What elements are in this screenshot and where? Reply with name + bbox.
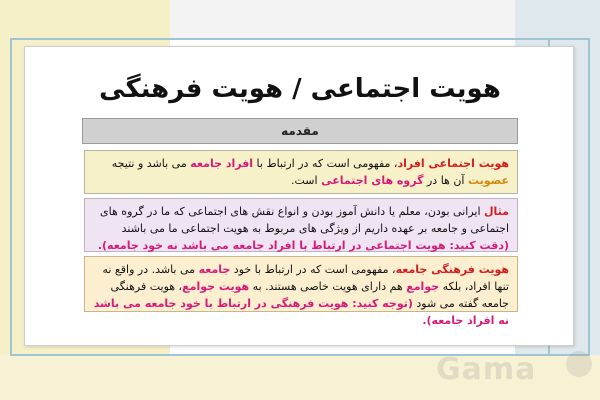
- text-segment: است.: [291, 174, 322, 187]
- background-top-strip: [170, 0, 515, 40]
- text-segment: ، مفهومی است که در ارتباط با: [253, 157, 398, 170]
- term-cultural-identity: هویت فرهنگی جامعه: [395, 263, 509, 276]
- text-segment: ، مفهومی است که در ارتباط با خود: [230, 263, 396, 276]
- text-segment: می باشد. در واقع نه تنها افراد، بلکه: [102, 263, 509, 293]
- section-heading: مقدمه: [82, 118, 518, 144]
- highlight-text: افراد جامعه: [190, 157, 254, 170]
- text-segment: می باشد و نتیجه: [111, 157, 191, 170]
- text-segment: ایرانی بودن، معلم یا دانش آموز بودن و انواع نقش های اجتماعی که ما در گروه های اجتماعی و جامعه بر عهده داریم از ویژگی های مربوط به هویت اجتماعی ما می باشند: [100, 205, 509, 235]
- watermark-logo: Gama: [436, 352, 537, 387]
- note-text: (توجه کنید: هویت فرهنگی در ارتباط با خود جامعه می باشد نه افراد جامعه).: [93, 297, 509, 327]
- highlight-text: جامعه: [198, 263, 231, 276]
- highlight-text: هویت جوامع: [182, 280, 250, 293]
- slide-title: هویت اجتماعی / هویت فرهنگی: [99, 74, 501, 104]
- highlight-text: عضویت: [467, 174, 509, 187]
- highlight-text: گروه های اجتماعی: [321, 174, 424, 187]
- text-segment: ، هویت فرهنگی جامعه گفته می شود: [110, 280, 509, 310]
- note-text: (دقت کنید: هویت اجتماعی در ارتباط با افراد جامعه می باشد نه خود جامعه).: [97, 239, 509, 252]
- example-label: مثال: [484, 205, 509, 218]
- text-segment: هم دارای هویت خاصی هستند. به: [249, 280, 407, 293]
- watermark-logo-icon: [566, 351, 592, 377]
- highlight-text: جوامع: [406, 280, 440, 293]
- definition-cultural-identity: [84, 256, 518, 327]
- text-segment: آن ها در: [423, 174, 468, 187]
- definition-social-identity: [84, 150, 518, 194]
- example-box: [84, 198, 518, 252]
- term-social-identity: هویت اجتماعی افراد: [397, 157, 509, 170]
